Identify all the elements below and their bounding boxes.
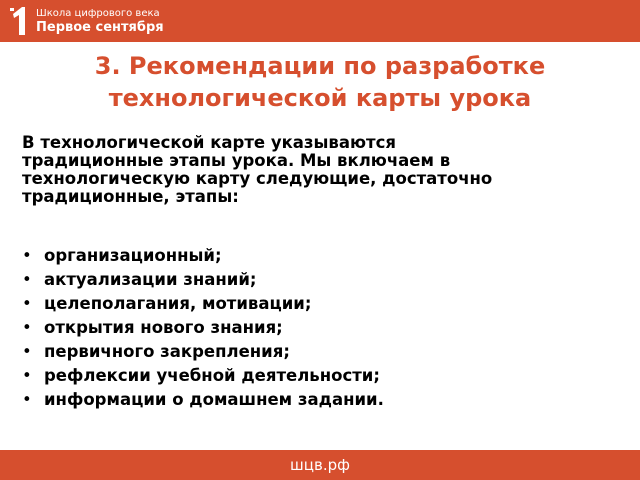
- intro-paragraph: [22, 134, 622, 206]
- logo-subtitle: Школа цифрового века: [36, 8, 160, 19]
- stages-list: [22, 244, 622, 412]
- list-item: [22, 268, 622, 292]
- intro-line: В технологической карте указываются: [22, 133, 396, 152]
- list-item-text: целеполагания, мотивации;: [44, 294, 312, 313]
- footer-bar: [0, 450, 640, 480]
- list-item-text: организационный;: [44, 246, 222, 265]
- footer-site-link[interactable]: шцв.рф: [290, 456, 350, 474]
- bullet-icon: •: [22, 390, 32, 409]
- bullet-icon: •: [22, 294, 32, 313]
- header-bar: [0, 0, 640, 42]
- bullet-icon: •: [22, 342, 32, 361]
- list-item: [22, 364, 622, 388]
- list-item-text: рефлексии учебной деятельности;: [44, 366, 380, 385]
- list-item: [22, 340, 622, 364]
- bullet-icon: •: [22, 318, 32, 337]
- bullet-icon: •: [22, 246, 32, 265]
- first-september-logo-icon: [8, 5, 30, 37]
- logo-title: Первое сентября: [36, 20, 164, 35]
- list-item-text: информации о домашнем задании.: [44, 390, 384, 409]
- list-item-text: актуализации знаний;: [44, 270, 257, 289]
- list-item-text: открытия нового знания;: [44, 318, 283, 337]
- intro-line: традиционные этапы урока. Мы включаем в: [22, 151, 451, 170]
- intro-line: технологическую карту следующие, достаточно: [22, 169, 493, 188]
- bullet-icon: •: [22, 270, 32, 289]
- slide-title-line: технологической карты урока: [108, 84, 532, 112]
- list-item: [22, 244, 622, 268]
- intro-line: традиционные, этапы:: [22, 187, 239, 206]
- slide-title-line: 3. Рекомендации по разработке: [94, 52, 546, 80]
- list-item: [22, 316, 622, 340]
- slide-title: [0, 50, 640, 114]
- list-item: [22, 292, 622, 316]
- list-item: [22, 388, 622, 412]
- bullet-icon: •: [22, 366, 32, 385]
- list-item-text: первичного закрепления;: [44, 342, 290, 361]
